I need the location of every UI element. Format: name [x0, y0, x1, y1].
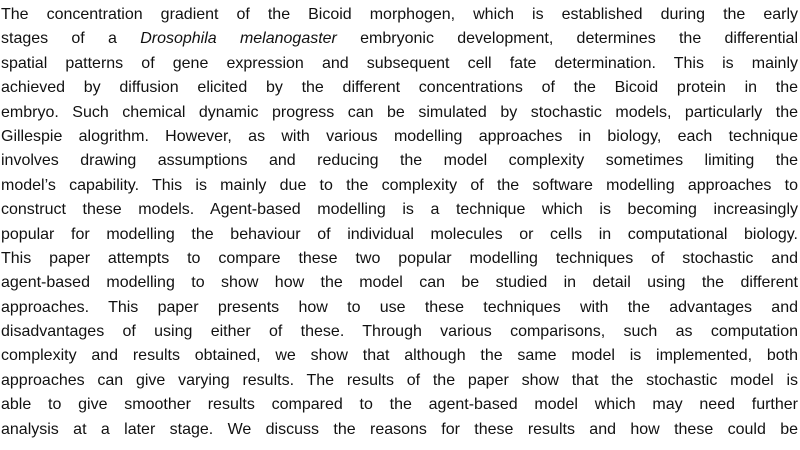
text-line: analysis at a later stage. We discuss the reasons for these results and how these could be: [1, 420, 798, 438]
text-line: [1, 27, 798, 51]
text-line: agent-based modelling to show how the model can be studied in detail using the different: [1, 274, 798, 292]
text-line: This paper attempts to compare these two popular modelling techniques of stochastic and: [1, 249, 798, 267]
text-line: approaches. This paper presents how to use these techniques with the advantages and: [1, 298, 798, 316]
text-line: embryo. Such chemical dynamic progress can be simulated by stochastic models, particularly the: [1, 103, 798, 121]
text-line: involves drawing assumptions and reducing the model complexity sometimes limiting the: [1, 152, 798, 170]
text-line: The concentration gradient of the Bicoid morphogen, which is established during the early: [1, 6, 798, 23]
text-line: achieved by diffusion elicited by the different concentrations of the Bicoid protein in the: [1, 79, 798, 97]
species-name: Drosophila melanogaster: [140, 30, 337, 48]
text-line: popular for modelling the behaviour of individual molecules or cells in computational biology.: [1, 225, 798, 243]
text-line: disadvantages of using either of these. Through various comparisons, such as computation: [1, 323, 798, 341]
text-segment: stages of a: [1, 30, 141, 48]
text-segment: embryonic development, determines the differential: [336, 30, 799, 48]
text-line: model’s capability. This is mainly due to the complexity of the software modelling approaches to: [1, 176, 798, 194]
text-line: able to give smoother results compared to the agent-based model which may need further: [1, 396, 798, 414]
text-line: spatial patterns of gene expression and subsequent cell fate determination. This is mainly: [1, 54, 798, 72]
text-line: complexity and results obtained, we show that although the same model is implemented, both: [1, 347, 798, 365]
text-line: construct these models. Agent-based modelling is a technique which is becoming increasingly: [1, 201, 798, 219]
text-line: approaches can give varying results. The results of the paper show that the stochastic model is: [1, 371, 798, 389]
text-line: Gillespie alogrithm. However, as with various modelling approaches in biology, each technique: [1, 127, 798, 145]
abstract-paragraph: [1, 3, 798, 442]
